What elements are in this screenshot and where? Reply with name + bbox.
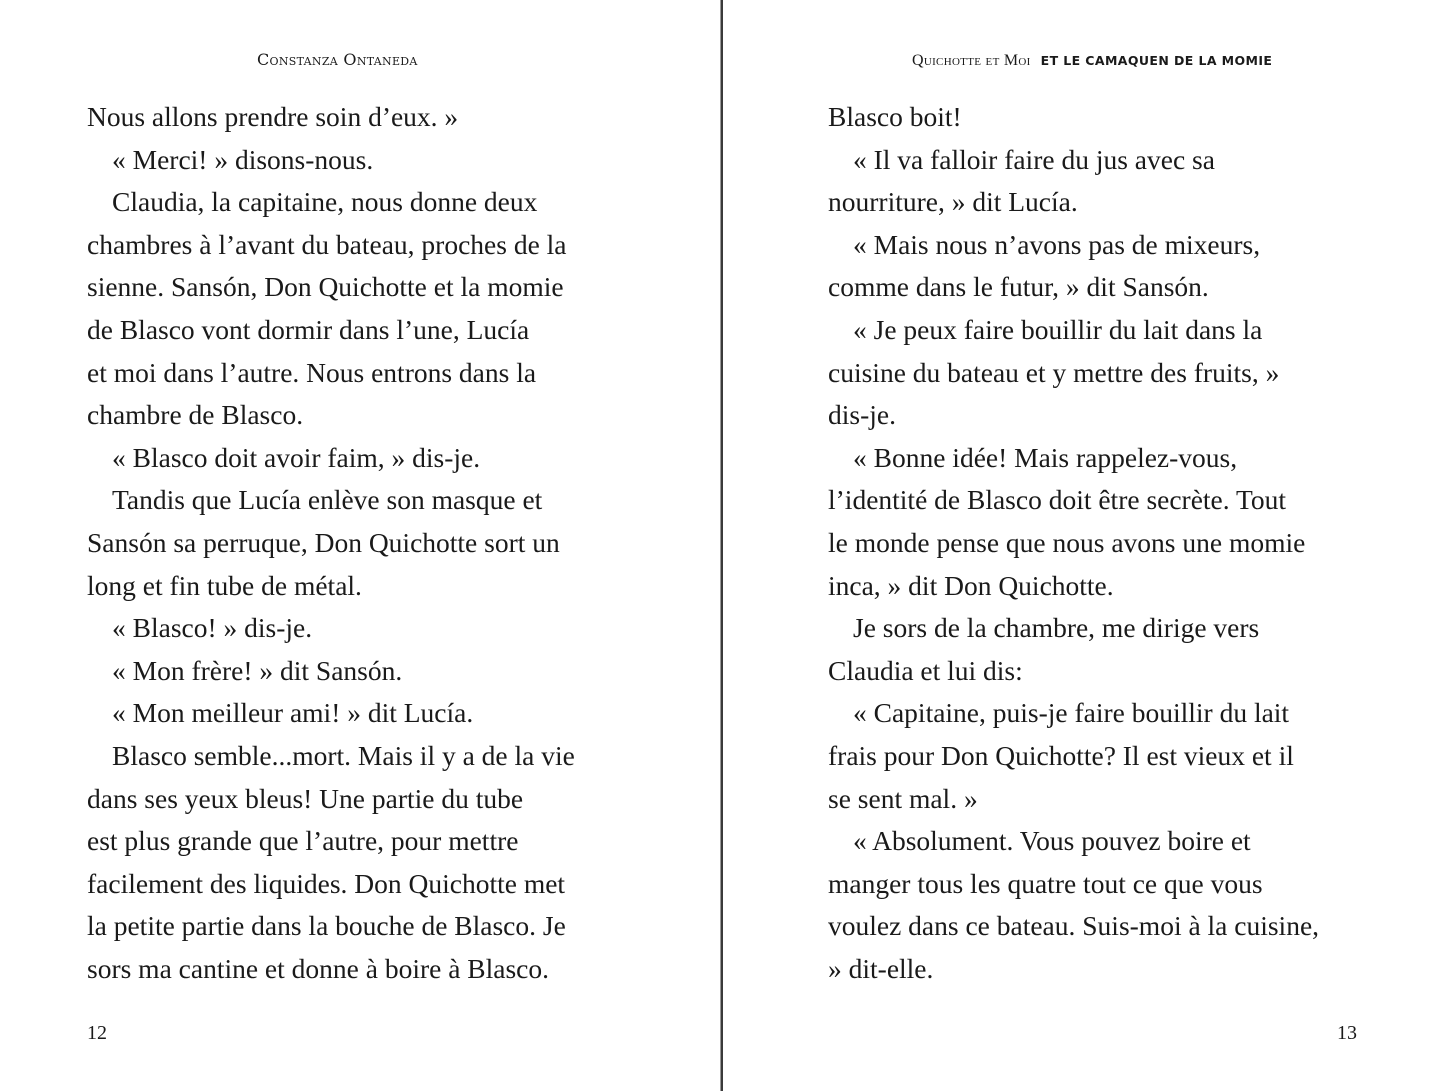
text-line: voulez dans ce bateau. Suis-moi à la cuisine, [828, 910, 1320, 942]
text-line: facilement des liquides. Don Quichotte met [87, 867, 566, 899]
left-page [0, 0, 720, 1091]
running-header-author: Constanza Ontaneda [257, 50, 418, 69]
text-line: sienne. Sansón, Don Quichotte et la momie [87, 271, 564, 303]
text-line: Nous allons prendre soin d’eux. » [87, 101, 459, 132]
text-line: se sent mal. » [828, 782, 978, 814]
text-line: « Blasco! » dis-je. [112, 612, 313, 644]
text-line: « Bonne idée! Mais rappelez-vous, [853, 441, 1238, 473]
text-line: Blasco semble...mort. Mais il y a de la vie [112, 739, 575, 771]
text-line: chambre de Blasco. [87, 399, 304, 431]
text-line: « Je peux faire bouillir du lait dans la [853, 313, 1263, 345]
right-page [724, 0, 1445, 1091]
text-line: long et fin tube de métal. [87, 569, 362, 601]
book-spine-divider [720, 0, 723, 1091]
text-line: chambres à l’avant du bateau, proches de la [87, 228, 567, 260]
text-line: l’identité de Blasco doit être secrète. Tout [828, 484, 1287, 516]
text-line: « Absolument. Vous pouvez boire et [853, 825, 1251, 857]
text-line: « Mais nous n’avons pas de mixeurs, [853, 228, 1261, 260]
page-number: 12 [87, 1022, 107, 1044]
text-line: « Merci! » disons-nous. [112, 143, 374, 175]
left-page-body [87, 96, 647, 990]
text-line: « Il va falloir faire du jus avec sa [853, 143, 1215, 175]
text-line: comme dans le futur, » dit Sansón. [828, 271, 1209, 303]
text-line: Blasco boit! [828, 101, 962, 132]
text-line: sors ma cantine et donne à boire à Blasco. [87, 952, 549, 984]
text-line: « Mon frère! » dit Sansón. [112, 654, 403, 686]
text-line: manger tous les quatre tout ce que vous [828, 867, 1263, 899]
page-number: 13 [1337, 1022, 1357, 1044]
text-line: cuisine du bateau et y mettre des fruits, » [828, 356, 1280, 388]
book-title: ET LE CAMAQUEN DE LA MOMIE [1040, 53, 1273, 68]
text-line: « Blasco doit avoir faim, » dis-je. [112, 441, 481, 473]
text-line: Tandis que Lucía enlève son masque et [112, 484, 543, 516]
text-line: le monde pense que nous avons une momie [828, 526, 1306, 558]
text-line: la petite partie dans la bouche de Blasco. Je [87, 910, 566, 942]
series-title: Quichotte et Moi [912, 52, 1031, 69]
text-line: « Mon meilleur ami! » dit Lucía. [112, 697, 474, 729]
text-line: « Capitaine, puis-je faire bouillir du lait [853, 697, 1290, 729]
text-line: » dit-elle. [828, 952, 934, 984]
right-page-body [828, 96, 1388, 990]
running-header-title [912, 52, 1272, 70]
text-line: dans ses yeux bleus! Une partie du tube [87, 782, 524, 814]
text-line: Sansón sa perruque, Don Quichotte sort un [87, 526, 560, 558]
text-line: nourriture, » dit Lucía. [828, 186, 1078, 218]
text-line: Claudia, la capitaine, nous donne deux [112, 186, 538, 218]
text-line: dis-je. [828, 399, 896, 431]
text-line: Je sors de la chambre, me dirige vers [853, 612, 1260, 644]
text-line: et moi dans l’autre. Nous entrons dans la [87, 356, 537, 388]
text-line: est plus grande que l’autre, pour mettre [87, 825, 519, 857]
text-line: de Blasco vont dormir dans l’une, Lucía [87, 313, 530, 345]
text-line: frais pour Don Quichotte? Il est vieux et il [828, 739, 1294, 771]
text-line: Claudia et lui dis: [828, 654, 1023, 686]
text-line: inca, » dit Don Quichotte. [828, 569, 1114, 601]
